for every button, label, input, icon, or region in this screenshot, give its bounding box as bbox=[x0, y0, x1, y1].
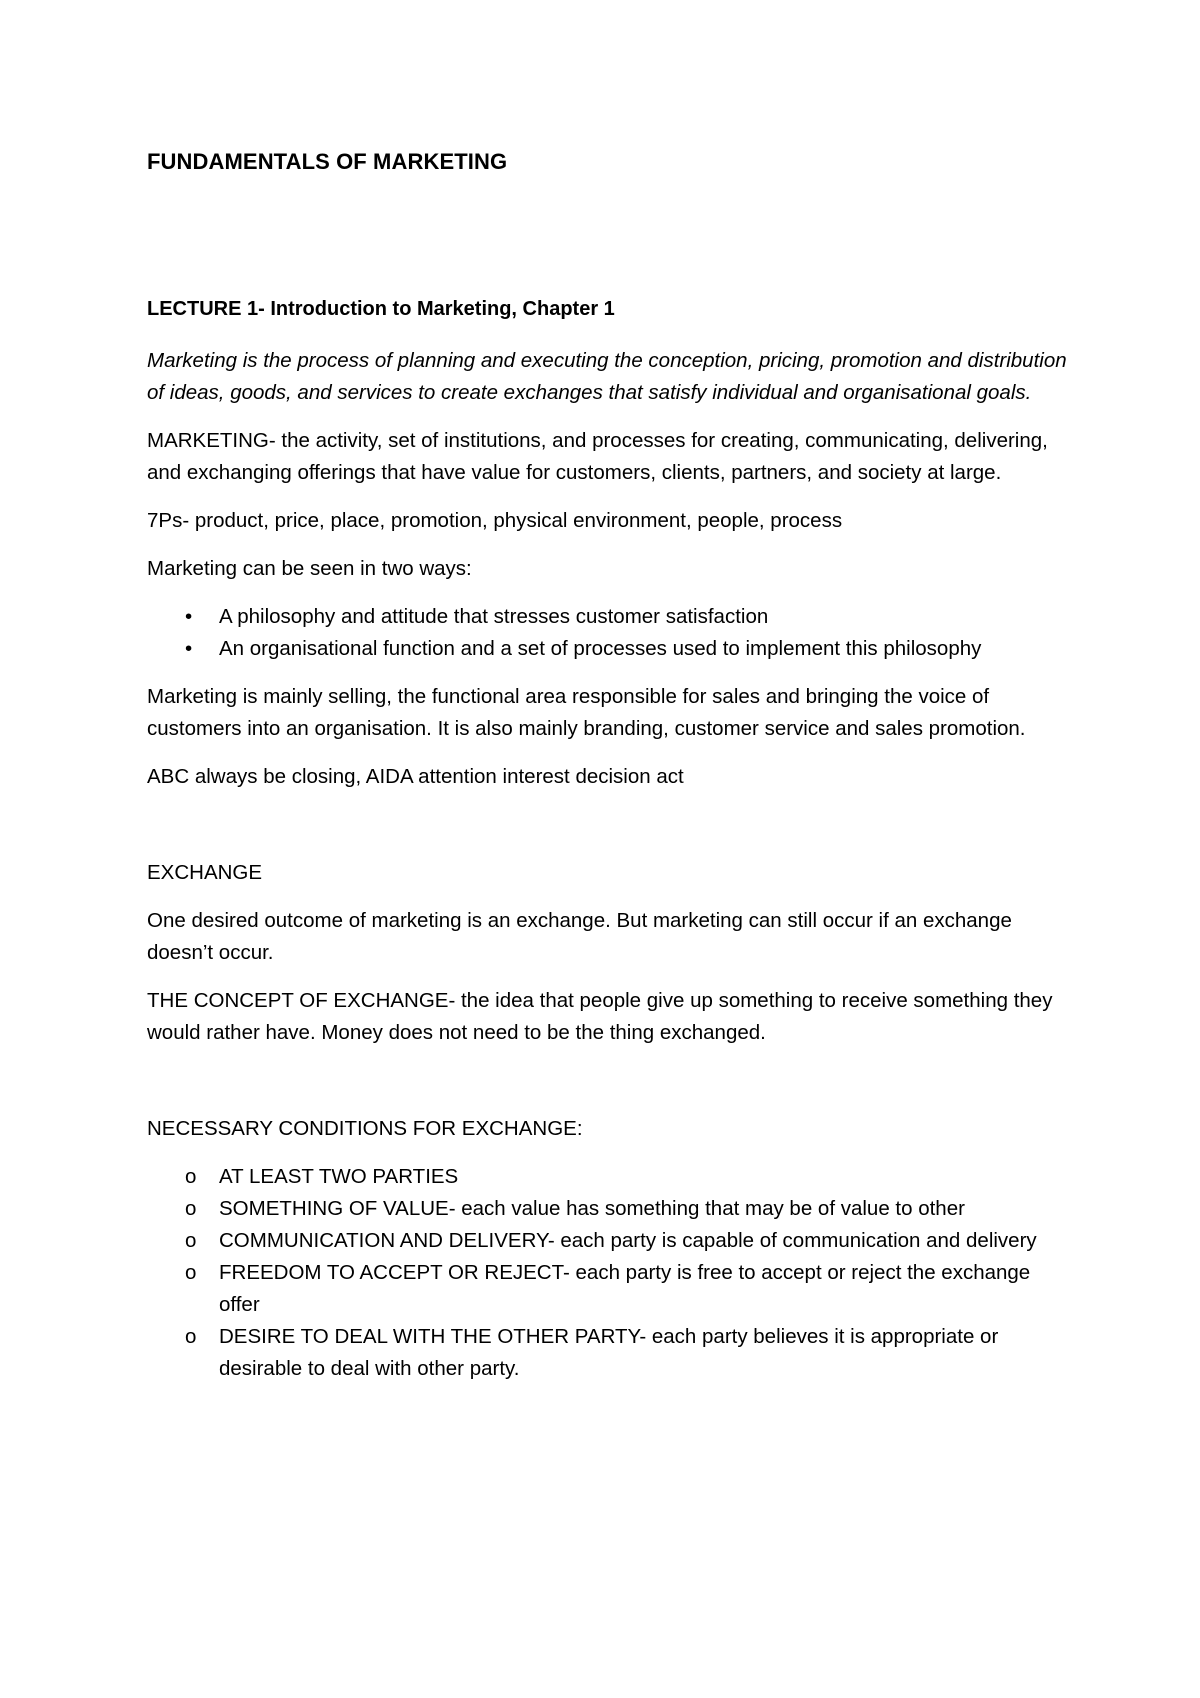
list-item bbox=[147, 1257, 1067, 1321]
list-item-text: COMMUNICATION AND DELIVERY- each party is capable of communication and delivery bbox=[219, 1229, 1037, 1252]
spacer bbox=[147, 1065, 1067, 1113]
conditions-heading: NECESSARY CONDITIONS FOR EXCHANGE: bbox=[147, 1117, 583, 1140]
marketing-definition: MARKETING- the activity, set of institutions, and processes for creating, communicating, delivering, and exchanging offerings that have value for customers, clients, partners, and society at large. bbox=[147, 429, 1048, 484]
spacer bbox=[147, 809, 1067, 857]
concept-of-exchange: THE CONCEPT OF EXCHANGE- the idea that people give up something to receive something they would rather have. Money does not need to be the thing exchanged. bbox=[147, 989, 1053, 1044]
list-item-text: AT LEAST TWO PARTIES bbox=[219, 1165, 459, 1188]
circle-bullet-icon: o bbox=[185, 1325, 197, 1348]
document-title: FUNDAMENTALS OF MARKETING bbox=[147, 149, 508, 174]
list-item bbox=[147, 633, 1067, 665]
abc-aida: ABC always be closing, AIDA attention interest decision act bbox=[147, 765, 684, 788]
list-item bbox=[147, 1225, 1067, 1257]
mainly-selling: Marketing is mainly selling, the functional area responsible for sales and bringing the voice of customers into an organisation. It is also mainly branding, customer service and sales promotion. bbox=[147, 685, 1026, 740]
list-item-text: DESIRE TO DEAL WITH THE OTHER PARTY- each party believes it is appropriate or desirable to deal with other party. bbox=[219, 1325, 999, 1380]
list-item bbox=[147, 601, 1067, 633]
lecture-heading: LECTURE 1- Introduction to Marketing, Chapter 1 bbox=[147, 298, 615, 320]
list-item-text: A philosophy and attitude that stresses customer satisfaction bbox=[219, 605, 769, 628]
two-ways-intro: Marketing can be seen in two ways: bbox=[147, 557, 472, 580]
circle-bullet-icon: o bbox=[185, 1261, 197, 1284]
exchange-outcome: One desired outcome of marketing is an exchange. But marketing can still occur if an exchange doesn’t occur. bbox=[147, 909, 1012, 964]
circle-bullet-icon: o bbox=[185, 1197, 197, 1220]
list-item-text: FREEDOM TO ACCEPT OR REJECT- each party is free to accept or reject the exchange offer bbox=[219, 1261, 1031, 1316]
circle-bullet-icon: o bbox=[185, 1229, 197, 1252]
list-item bbox=[147, 1321, 1067, 1385]
list-item bbox=[147, 1161, 1067, 1193]
conditions-list bbox=[147, 1161, 1067, 1385]
list-item bbox=[147, 1193, 1067, 1225]
two-ways-list bbox=[147, 601, 1067, 665]
seven-ps: 7Ps- product, price, place, promotion, physical environment, people, process bbox=[147, 509, 843, 532]
marketing-definition-italic: Marketing is the process of planning and executing the conception, pricing, promotion and distribution of ideas, goods, and services to create exchanges that satisfy individual and organisational goals. bbox=[147, 349, 1067, 404]
list-item-text: An organisational function and a set of processes used to implement this philosophy bbox=[219, 637, 982, 660]
circle-bullet-icon: o bbox=[185, 1165, 197, 1188]
list-item-text: SOMETHING OF VALUE- each value has something that may be of value to other bbox=[219, 1197, 965, 1220]
bullet-icon: • bbox=[185, 637, 193, 660]
bullet-icon: • bbox=[185, 605, 193, 628]
exchange-heading: EXCHANGE bbox=[147, 861, 263, 884]
document-body bbox=[147, 345, 1067, 1385]
